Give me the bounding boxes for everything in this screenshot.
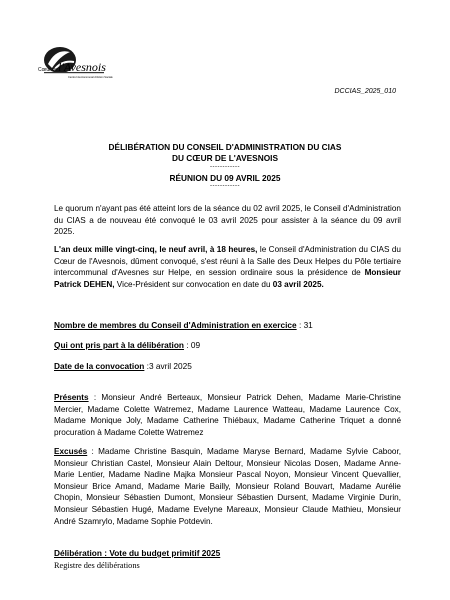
- footer-register: Registre des délibérations: [54, 561, 140, 570]
- presents-paragraph: [54, 392, 401, 438]
- divider: ------------: [210, 183, 240, 189]
- presents-label: Présents: [54, 393, 89, 402]
- participants-label: Qui ont pris part à la délibération: [54, 340, 185, 350]
- participants-value: : 09: [184, 340, 201, 350]
- members-count: [54, 320, 313, 330]
- deliberation-title: Délibération : Vote du budget primitif 2025: [54, 548, 221, 558]
- president-name: Monsieur Patrick DEHEN,: [54, 268, 401, 289]
- title-line-1: DÉLIBÉRATION DU CONSEIL D'ADMINISTRATION DU CIAS: [108, 142, 342, 152]
- excuses-paragraph: [54, 446, 401, 527]
- document-reference: DCCIAS_2025_010: [334, 88, 396, 95]
- convocation-line: [54, 361, 192, 371]
- excuses-label: Excusés: [54, 447, 88, 456]
- convocation-value: :3 avril 2025: [144, 361, 192, 371]
- logo-tagline: Centre Intercommunal d'Action Sociale: [68, 76, 113, 79]
- cias-logo: [38, 42, 138, 94]
- members-label: Nombre de membres du Conseil d'Administration en exercice: [54, 320, 297, 330]
- quorum-paragraph: Le quorum n'ayant pas été atteint lors de la séance du 02 avril 2025, le Conseil d'Administration du CIAS a de nouveau été convoqué le 03 avril 2025 pour assister à la séance du 09 avril 2025.: [54, 204, 401, 237]
- divider: ------------: [210, 164, 240, 170]
- convocation-date: 03 avril 2025.: [272, 279, 324, 289]
- meeting-title: RÉUNION DU 09 AVRIL 2025: [169, 173, 281, 183]
- meeting-body: le Conseil d'Administration du CIAS du Cœur de l'Avesnois, dûment convoqué, s'est réuni à la Salle des Deux Helpes du Pôle tertiaire intercommunal d'Avesnes sur Helpe, en session ordinaire sous la présidence de: [54, 245, 401, 278]
- logo-prefix: Cœur de: [38, 67, 58, 73]
- meeting-date-phrase: L'an deux mille vingt-cinq, le neuf avril, à 18 heures,: [54, 245, 258, 254]
- title-line-2: DU CŒUR DE L'AVESNOIS: [172, 153, 278, 163]
- presents-text: : Monsieur André Berteaux, Monsieur Patrick Dehen, Madame Marie-Christine Mercier, Madame Colette Watremez, Madame Laurence Watteau, Madame Laurence Cox, Madame Monique Joly, Madame Catherine Thiébaux, Madame Catherine Triquet a donné procuration à Madame Colette Watremez: [54, 393, 401, 437]
- logo-brand: l'Avesnois: [58, 60, 106, 74]
- meeting-paragraph: [54, 244, 401, 290]
- members-value: : 31: [296, 320, 313, 330]
- excuses-text: : Madame Christine Basquin, Madame Maryse Bernard, Madame Sylvie Caboor, Monsieur Christian Castel, Monsieur Alain Deltour, Monsieur Nicolas Dosen, Madame Anne-Marie Lentier, Madame Nadine Majka Monsieur Pascal Noyon, Monsieur Vincent Quevallier, Monsieur Brice Amand, Madame Marie Bailly, Monsieur Roland Bouvart, Madame Aurélie Chopin, Monsieur Sébastien Dumont, Monsieur Sébastien Dursent, Madame Virginie Durin, Monsieur Sébastien Hugé, Madame Evelyne Mareaux, Monsieur Claude Mathieu, Monsieur André Szamrylo, Madame Sophie Potdevin.: [54, 447, 401, 526]
- convocation-label: Date de la convocation: [54, 361, 145, 371]
- meeting-body-2: Vice-Président sur convocation en date du: [114, 279, 273, 289]
- participants-count: [54, 340, 200, 350]
